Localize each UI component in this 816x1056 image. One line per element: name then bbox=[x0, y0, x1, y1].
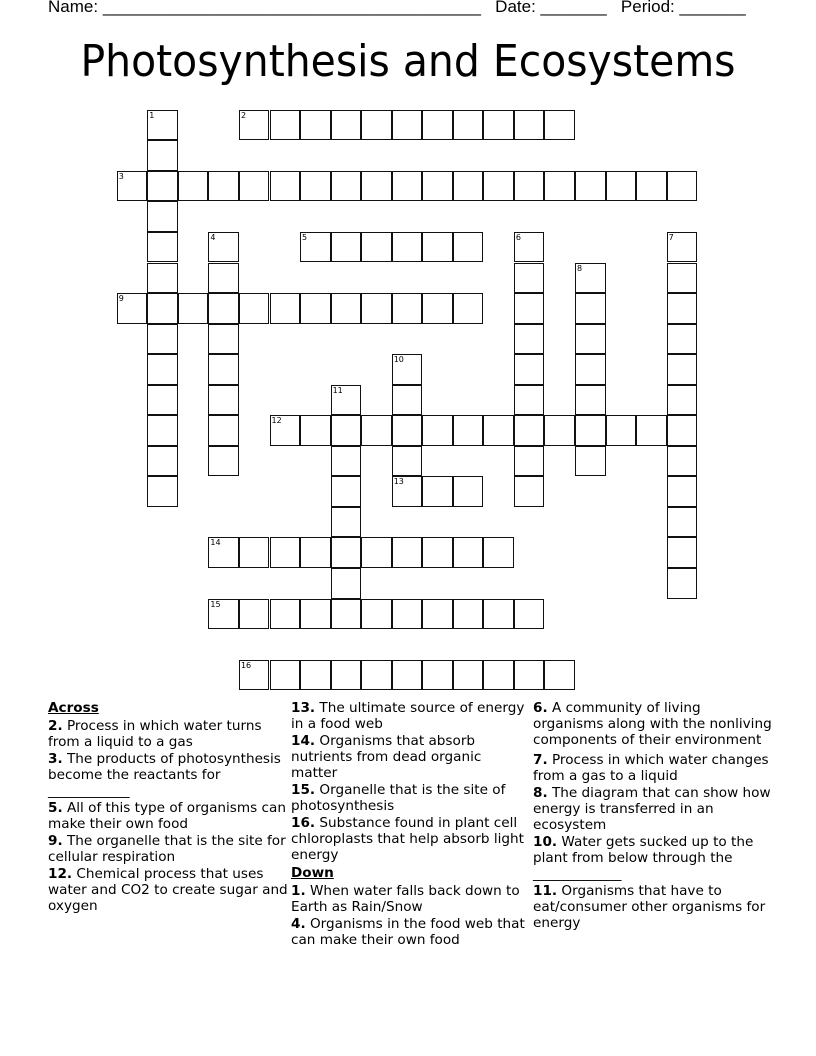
crossword-cell[interactable] bbox=[300, 660, 331, 691]
crossword-cell[interactable] bbox=[392, 385, 423, 416]
crossword-cell[interactable] bbox=[239, 660, 270, 691]
date-label: Date: bbox=[495, 0, 536, 16]
clue-number: 13 bbox=[393, 477, 404, 487]
crossword-cell[interactable] bbox=[667, 171, 698, 202]
crossword-cell[interactable] bbox=[331, 660, 362, 691]
crossword-cell[interactable] bbox=[575, 263, 606, 294]
crossword-cell[interactable] bbox=[208, 415, 239, 446]
crossword-cell[interactable] bbox=[422, 232, 453, 263]
crossword-cell[interactable] bbox=[117, 293, 148, 324]
crossword-cell[interactable] bbox=[453, 599, 484, 630]
crossword-cell[interactable] bbox=[208, 171, 239, 202]
crossword-cell[interactable] bbox=[208, 293, 239, 324]
crossword-cell[interactable] bbox=[667, 476, 698, 507]
crossword-cell[interactable] bbox=[392, 415, 423, 446]
clue-down-1: 1. When water falls back down to Earth as Rain/Snow bbox=[291, 883, 520, 915]
crossword-cell[interactable] bbox=[544, 415, 575, 446]
crossword-cell[interactable] bbox=[361, 232, 392, 263]
crossword-cell[interactable] bbox=[361, 110, 392, 141]
crossword-cell[interactable] bbox=[453, 293, 484, 324]
clue-down-8: 8. The diagram that can show how energy is transferred in an ecosystem bbox=[533, 785, 771, 833]
crossword-cell[interactable] bbox=[422, 660, 453, 691]
crossword-cell[interactable] bbox=[514, 476, 545, 507]
crossword-cell[interactable] bbox=[514, 599, 545, 630]
clues-column-1 bbox=[48, 700, 288, 915]
crossword-cell[interactable] bbox=[514, 385, 545, 416]
clue-number: 15 bbox=[210, 599, 221, 609]
crossword-cell[interactable] bbox=[270, 660, 301, 691]
crossword-cell[interactable] bbox=[331, 293, 362, 324]
crossword-cell[interactable] bbox=[544, 171, 575, 202]
crossword-cell[interactable] bbox=[544, 660, 575, 691]
clue-number: 14 bbox=[210, 538, 221, 548]
crossword-cell[interactable] bbox=[392, 660, 423, 691]
clue-number: 3 bbox=[118, 171, 124, 181]
crossword-cell[interactable] bbox=[300, 232, 331, 263]
crossword-cell[interactable] bbox=[514, 446, 545, 477]
crossword-cell[interactable] bbox=[300, 171, 331, 202]
crossword-cell[interactable] bbox=[422, 110, 453, 141]
crossword-cell[interactable] bbox=[147, 415, 178, 446]
crossword-cell[interactable] bbox=[514, 354, 545, 385]
crossword-cell[interactable] bbox=[667, 507, 698, 538]
crossword-cell[interactable] bbox=[331, 171, 362, 202]
crossword-cell[interactable] bbox=[270, 415, 301, 446]
clue-number: 9 bbox=[118, 294, 124, 304]
crossword-cell[interactable] bbox=[361, 599, 392, 630]
crossword-cell[interactable] bbox=[514, 415, 545, 446]
crossword-cell[interactable] bbox=[575, 415, 606, 446]
name-label: Name: bbox=[48, 0, 99, 16]
crossword-cell[interactable] bbox=[239, 171, 270, 202]
clue-number: 6 bbox=[515, 232, 521, 242]
clue-number: 7 bbox=[668, 232, 674, 242]
crossword-cell[interactable] bbox=[239, 110, 270, 141]
crossword-cell[interactable] bbox=[575, 324, 606, 355]
crossword-cell[interactable] bbox=[270, 293, 301, 324]
clue-across-5: 5. All of this type of organisms can make their own food bbox=[48, 800, 286, 832]
date-field[interactable]: _______ bbox=[540, 0, 607, 16]
crossword-cell[interactable] bbox=[147, 263, 178, 294]
crossword-cell[interactable] bbox=[636, 415, 667, 446]
crossword-cell[interactable] bbox=[606, 171, 637, 202]
clue-across-13: 13. The ultimate source of energy in a food web bbox=[291, 700, 525, 732]
crossword-cell[interactable] bbox=[392, 171, 423, 202]
crossword-cell[interactable] bbox=[544, 110, 575, 141]
crossword-cell[interactable] bbox=[575, 385, 606, 416]
clue-number: 10 bbox=[393, 355, 404, 365]
page-title: Photosynthesis and Ecosystems bbox=[80, 36, 736, 87]
crossword-cell[interactable] bbox=[667, 324, 698, 355]
crossword-cell[interactable] bbox=[331, 415, 362, 446]
crossword-cell[interactable] bbox=[453, 476, 484, 507]
crossword-cell[interactable] bbox=[270, 599, 301, 630]
crossword-cell[interactable] bbox=[208, 537, 239, 568]
crossword-cell[interactable] bbox=[667, 446, 698, 477]
crossword-cell[interactable] bbox=[270, 537, 301, 568]
crossword-cell[interactable] bbox=[239, 537, 270, 568]
crossword-cell[interactable] bbox=[331, 507, 362, 538]
crossword-cell[interactable] bbox=[422, 293, 453, 324]
clue-number: 11 bbox=[332, 385, 343, 395]
crossword-cell[interactable] bbox=[178, 171, 209, 202]
crossword-cell[interactable] bbox=[331, 537, 362, 568]
crossword-cell[interactable] bbox=[147, 201, 178, 232]
crossword-cell[interactable] bbox=[331, 446, 362, 477]
clue-number: 8 bbox=[577, 263, 583, 273]
clue-number: 12 bbox=[271, 416, 282, 426]
student-info-line bbox=[48, 0, 746, 17]
crossword-cell[interactable] bbox=[147, 446, 178, 477]
crossword-cell[interactable] bbox=[147, 171, 178, 202]
crossword-cell[interactable] bbox=[667, 354, 698, 385]
crossword-cell[interactable] bbox=[514, 171, 545, 202]
crossword-cell[interactable] bbox=[453, 537, 484, 568]
crossword-cell[interactable] bbox=[239, 293, 270, 324]
crossword-cell[interactable] bbox=[300, 110, 331, 141]
crossword-cell[interactable] bbox=[361, 537, 392, 568]
crossword-cell[interactable] bbox=[147, 110, 178, 141]
clue-number: 2 bbox=[240, 110, 247, 120]
crossword-cell[interactable] bbox=[331, 599, 362, 630]
clue-down-4: 4. Organisms in the food web that can make their own food bbox=[291, 916, 525, 948]
clue-across-15: 15. Organelle that is the site of photosynthesis bbox=[291, 782, 506, 814]
crossword-cell[interactable] bbox=[147, 293, 178, 324]
crossword-cell[interactable] bbox=[331, 385, 362, 416]
crossword-cell[interactable] bbox=[331, 568, 362, 599]
crossword-cell[interactable] bbox=[300, 293, 331, 324]
crossword-cell[interactable] bbox=[575, 293, 606, 324]
crossword-cell[interactable] bbox=[667, 263, 698, 294]
crossword-cell[interactable] bbox=[361, 660, 392, 691]
clue-down-7: 7. Process in which water changes from a gas to a liquid bbox=[533, 752, 769, 784]
clue-across-16: 16. Substance found in plant cell chloroplasts that help absorb light energy bbox=[291, 815, 524, 863]
crossword-cell[interactable] bbox=[208, 263, 239, 294]
crossword-cell[interactable] bbox=[453, 232, 484, 263]
crossword-cell[interactable] bbox=[667, 568, 698, 599]
clue-across-2: 2. Process in which water turns from a liquid to a gas bbox=[48, 718, 262, 750]
crossword-cell[interactable] bbox=[331, 232, 362, 263]
clue-across-12: 12. Chemical process that uses water and CO2 to create sugar and oxygen bbox=[48, 866, 288, 914]
crossword-cell[interactable] bbox=[422, 171, 453, 202]
clue-across-3: 3. The products of photosynthesis become the reactants for ____________ bbox=[48, 751, 281, 799]
crossword-cell[interactable] bbox=[667, 232, 698, 263]
crossword-cell[interactable] bbox=[300, 599, 331, 630]
crossword-cell[interactable] bbox=[422, 599, 453, 630]
crossword-cell[interactable] bbox=[208, 354, 239, 385]
crossword-cell[interactable] bbox=[514, 660, 545, 691]
clue-across-9: 9. The organelle that is the site for cellular respiration bbox=[48, 833, 286, 865]
crossword-cell[interactable] bbox=[667, 293, 698, 324]
period-label: Period: bbox=[620, 0, 675, 16]
crossword-cell[interactable] bbox=[392, 599, 423, 630]
crossword-cell[interactable] bbox=[361, 415, 392, 446]
crossword-cell[interactable] bbox=[606, 415, 637, 446]
crossword-cell[interactable] bbox=[361, 171, 392, 202]
crossword-cell[interactable] bbox=[147, 354, 178, 385]
crossword-cell[interactable] bbox=[483, 110, 514, 141]
crossword-cell[interactable] bbox=[361, 293, 392, 324]
crossword-cell[interactable] bbox=[300, 415, 331, 446]
crossword-cell[interactable] bbox=[300, 537, 331, 568]
crossword-cell[interactable] bbox=[208, 446, 239, 477]
down-heading: Down bbox=[291, 865, 334, 881]
crossword-cell[interactable] bbox=[392, 476, 423, 507]
crossword-cell[interactable] bbox=[178, 293, 209, 324]
crossword-cell[interactable] bbox=[514, 232, 545, 263]
crossword-cell[interactable] bbox=[514, 110, 545, 141]
crossword-cell[interactable] bbox=[667, 415, 698, 446]
crossword-cell[interactable] bbox=[147, 476, 178, 507]
crossword-cell[interactable] bbox=[392, 232, 423, 263]
crossword-cell[interactable] bbox=[147, 232, 178, 263]
crossword-cell[interactable] bbox=[453, 415, 484, 446]
crossword-cell[interactable] bbox=[208, 599, 239, 630]
crossword-cell[interactable] bbox=[422, 415, 453, 446]
crossword-cell[interactable] bbox=[667, 537, 698, 568]
crossword-cell[interactable] bbox=[667, 385, 698, 416]
crossword-cell[interactable] bbox=[331, 110, 362, 141]
crossword-cell[interactable] bbox=[483, 415, 514, 446]
crossword-cell[interactable] bbox=[392, 293, 423, 324]
crossword-cell[interactable] bbox=[331, 476, 362, 507]
crossword-cell[interactable] bbox=[453, 171, 484, 202]
clue-down-11: 11. Organisms that have to eat/consumer other organisms for energy bbox=[533, 883, 766, 931]
crossword-cell[interactable] bbox=[208, 324, 239, 355]
crossword-cell[interactable] bbox=[453, 110, 484, 141]
crossword-cell[interactable] bbox=[208, 232, 239, 263]
clue-number: 1 bbox=[149, 110, 155, 120]
clue-number: 4 bbox=[210, 232, 216, 242]
crossword-cell[interactable] bbox=[208, 385, 239, 416]
crossword-cell[interactable] bbox=[392, 537, 423, 568]
crossword-cell[interactable] bbox=[117, 171, 148, 202]
crossword-cell[interactable] bbox=[422, 476, 453, 507]
crossword-cell[interactable] bbox=[147, 324, 178, 355]
crossword-cell[interactable] bbox=[147, 385, 178, 416]
clues-column-3 bbox=[533, 700, 773, 932]
crossword-cell[interactable] bbox=[636, 171, 667, 202]
crossword-cell[interactable] bbox=[392, 354, 423, 385]
crossword-cell[interactable] bbox=[147, 140, 178, 171]
crossword-cell[interactable] bbox=[483, 660, 514, 691]
clue-down-10: 10. Water gets sucked up to the plant from below through the _____________ bbox=[533, 834, 754, 882]
crossword-cell[interactable] bbox=[392, 110, 423, 141]
crossword-cell[interactable] bbox=[239, 599, 270, 630]
crossword-cell[interactable] bbox=[575, 171, 606, 202]
crossword-cell[interactable] bbox=[422, 537, 453, 568]
crossword-cell[interactable] bbox=[575, 446, 606, 477]
clue-across-14: 14. Organisms that absorb nutrients from dead organic matter bbox=[291, 733, 482, 781]
clue-number: 5 bbox=[302, 232, 308, 242]
crossword-cell[interactable] bbox=[575, 354, 606, 385]
crossword-cell[interactable] bbox=[270, 171, 301, 202]
clue-number: 16 bbox=[240, 660, 252, 670]
crossword-cell[interactable] bbox=[392, 446, 423, 477]
clues-column-2 bbox=[291, 700, 531, 949]
crossword-cell[interactable] bbox=[483, 599, 514, 630]
across-heading: Across bbox=[48, 700, 99, 716]
crossword-cell[interactable] bbox=[453, 660, 484, 691]
crossword-cell[interactable] bbox=[270, 110, 301, 141]
crossword-cell[interactable] bbox=[514, 324, 545, 355]
name-field[interactable]: ________________________________________ bbox=[102, 0, 481, 16]
crossword-cell[interactable] bbox=[483, 537, 514, 568]
crossword-cell[interactable] bbox=[483, 171, 514, 202]
clue-down-6: 6. A community of living organisms along with the nonliving components of their environment bbox=[533, 700, 772, 748]
crossword-cell[interactable] bbox=[514, 263, 545, 294]
period-field[interactable]: _______ bbox=[679, 0, 746, 16]
crossword-cell[interactable] bbox=[514, 293, 545, 324]
